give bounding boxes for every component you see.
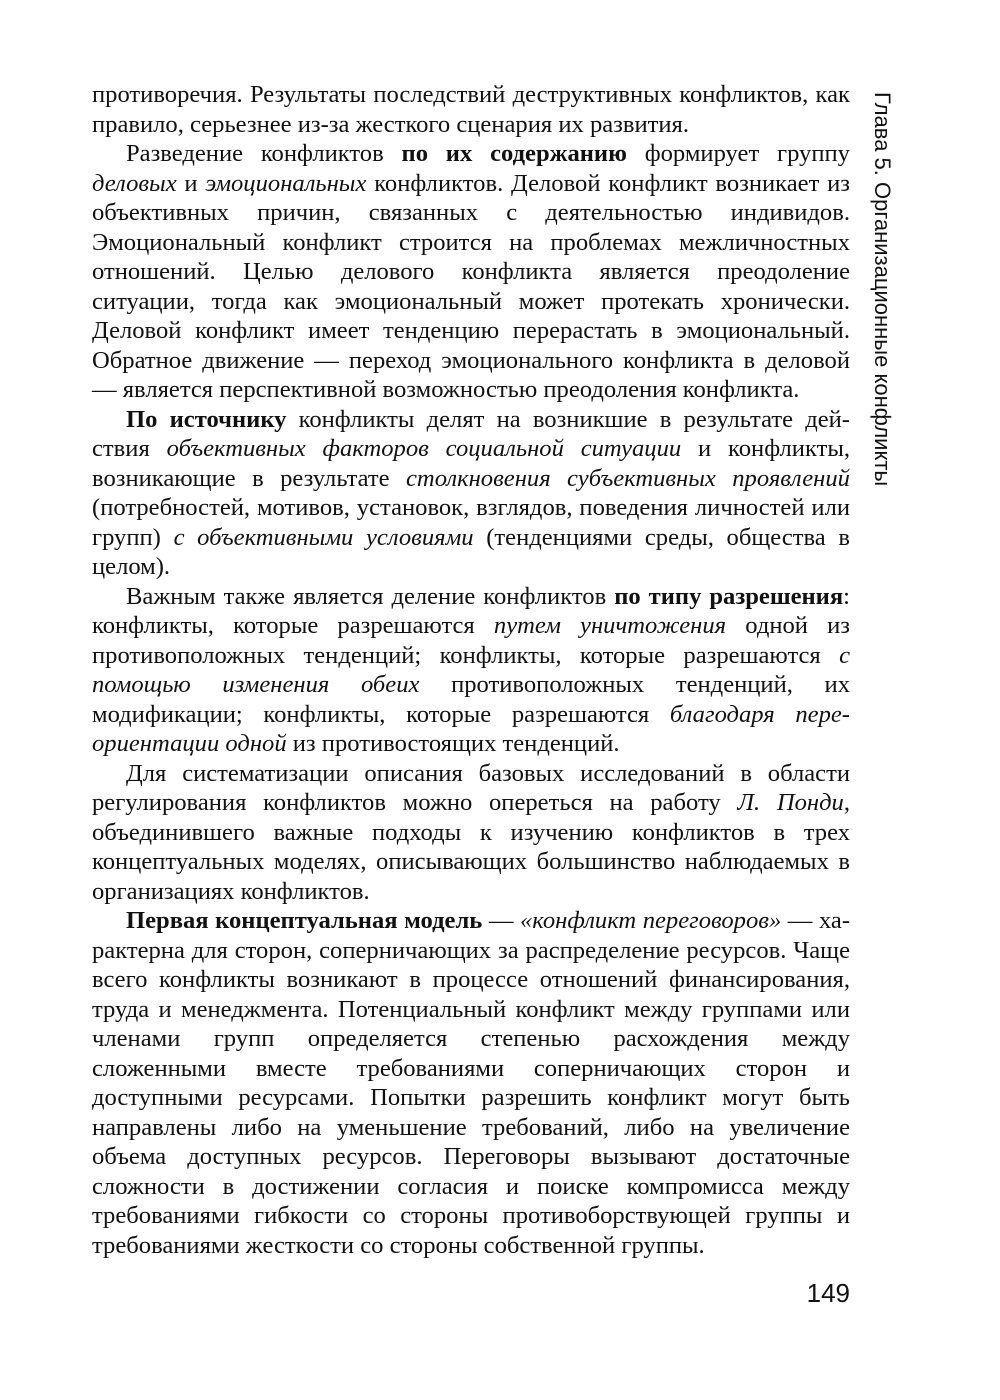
bold-term: По источнику xyxy=(126,405,287,433)
page-body xyxy=(92,80,850,1260)
paragraph-1 xyxy=(92,80,850,139)
paragraph-text: формирует группу xyxy=(626,140,850,167)
bold-term: Первая концептуальная модель xyxy=(126,907,483,934)
italic-term: объективных факторов социальной ситуации xyxy=(166,435,682,462)
paragraph-5 xyxy=(92,759,850,907)
paragraph-text: Для систематизации описания базовых исследований в области регулирования конфликтов можно опереться на работу xyxy=(92,759,850,816)
paragraph-2 xyxy=(92,139,850,405)
paragraph-text: из противостоящих тенденций. xyxy=(286,730,620,757)
paragraph-text: (тенденциями среды, общества в целом). xyxy=(92,523,850,580)
paragraph-text: конфликты делят на возникшие в результате действия xyxy=(92,405,850,462)
italic-term: деловых xyxy=(92,169,177,197)
bold-term: по типу разрешения xyxy=(614,582,844,610)
paragraph-text: противоположных тенденций, их модификации; конфликты, которые разрешаются xyxy=(92,671,850,728)
italic-author-name: Л. Понди xyxy=(737,789,844,816)
italic-term: с объективными условиями xyxy=(173,523,474,551)
italic-term: столкновения субъективных проявлений xyxy=(406,464,850,492)
running-head: Глава 5. Организационные конфликты xyxy=(870,92,895,487)
italic-term: эмоциональных xyxy=(205,169,367,197)
italic-term: благодаря переориентации одной xyxy=(92,700,850,757)
italic-term: «конфликт переговоров» xyxy=(519,907,782,934)
paragraph-text: : конфликты, которые разрешаются xyxy=(92,582,850,639)
paragraph-text: — xyxy=(482,907,520,934)
bold-term: по их содержанию xyxy=(401,140,627,167)
paragraph-text: противоречия. Результаты последствий деструктивных конфликтов, как правило, серьезнее из-за жесткого сценария их развития. xyxy=(92,81,850,138)
paragraph-text: — характерна для сторон, соперничающих за распределение ресурсов. Чаще всего конфликты возникают в процессе отношений финансирования, труда и менеджмента. Потенциальный конфликт между группами или членами групп определяется степенью расхождения между сложенными вместе требованиями соперничающих сторон и доступными ресурсами. Попытки разрешить конфликт могут быть направлены либо на уменьшение требований, либо на увеличение объема доступных ресурсов. Переговоры вызывают достаточные сложности в достижении согласия и поиске компромисса между требованиями гибкости со стороны противоборствующей группы и требованиями жесткости со стороны собственной группы. xyxy=(92,907,851,1259)
paragraph-text: (потребностей, мотивов, установок, взглядов, поведения личностей или групп) xyxy=(92,494,850,551)
italic-term: с помощью изменения обеих xyxy=(92,641,850,698)
paragraph-6 xyxy=(92,906,850,1260)
paragraph-4 xyxy=(92,582,850,759)
paragraph-text: Важным также является деление конфликтов xyxy=(126,582,615,610)
page-number: 149 xyxy=(806,1278,850,1308)
paragraph-text: и xyxy=(176,169,206,197)
paragraph-text: одной из противоположных тенденций; конфликты, которые разрешаются xyxy=(92,612,850,669)
paragraph-3 xyxy=(92,405,850,582)
paragraph-text: Разведение конфликтов xyxy=(126,140,402,167)
italic-term: путем уничтожения xyxy=(493,612,727,639)
paragraph-text: и конфликты, возникающие в результате xyxy=(92,435,851,492)
paragraph-text: , объединившего важные подходы к изучению конфликтов в трех концептуальных моделях, описывающих большинство наблюдаемых в организациях конфликтов. xyxy=(92,789,851,905)
paragraph-text: конфликтов. Деловой конфликт возникает из объективных причин, связанных с деятельностью индивидов. Эмоциональный конфликт строится на проблемах межличностных отношений. Целью делового конфликта является преодоление ситуации, тогда как эмоциональный может протекать хронически. Деловой конфликт имеет тенденцию перерастать в эмоциональный. Обратное движение — переход эмоционального конфликта в деловой — является перспективной возможностью преодоления конфликта. xyxy=(92,169,850,403)
